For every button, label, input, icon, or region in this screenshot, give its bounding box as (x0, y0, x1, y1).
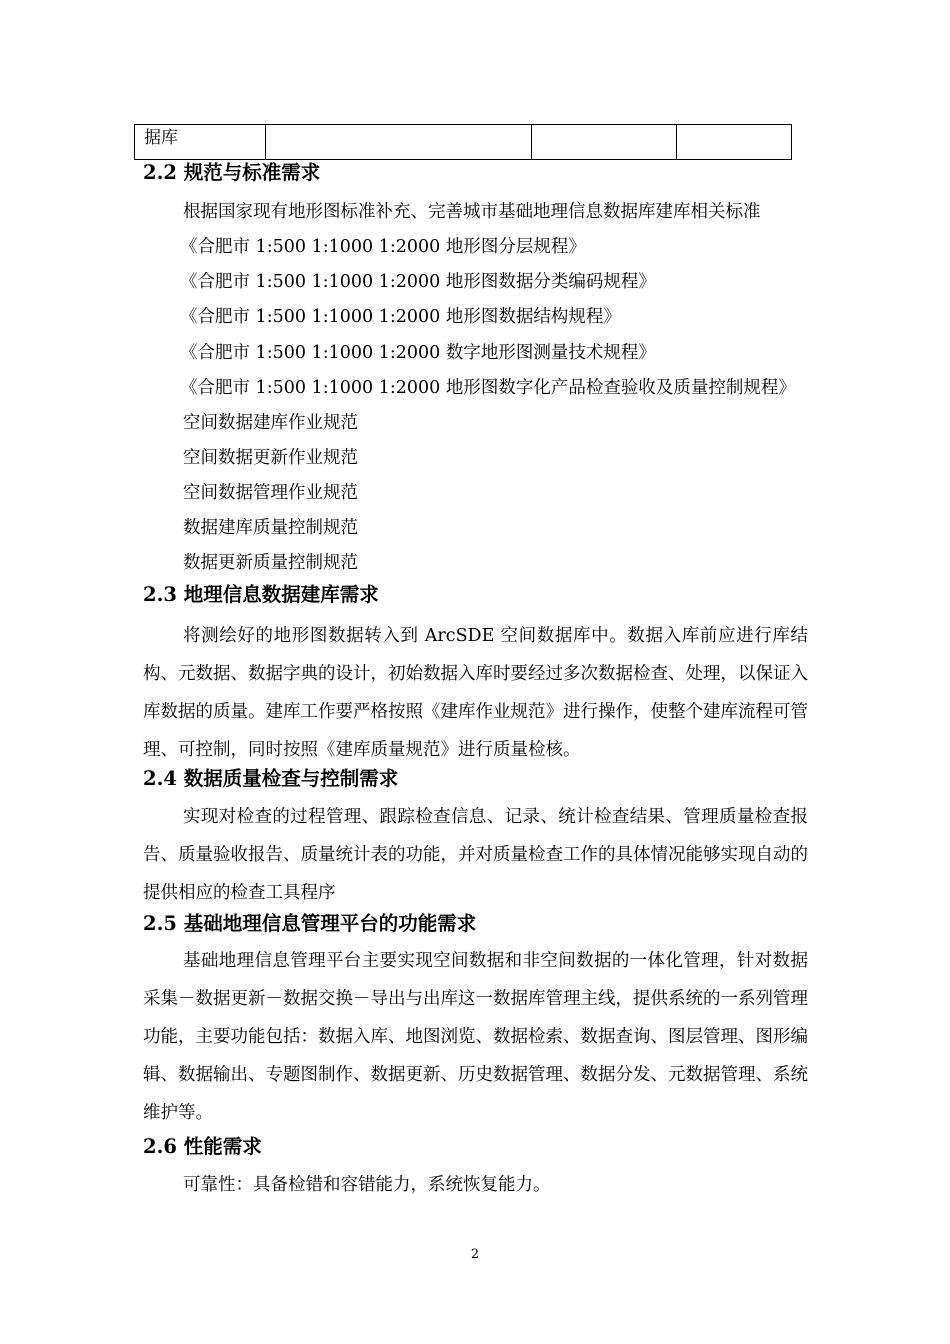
section-heading-2-4: 2.4 数据质量检查与控制需求 (143, 767, 399, 790)
standard-item: 《合肥市 1:500 1:1000 1:2000 地形图数据结构规程》 (180, 307, 621, 327)
table-cell (677, 125, 792, 160)
section-paragraph: 实现对检查的过程管理、跟踪检查信息、记录、统计检查结果、管理质量检查报告、质量验收报告、质量统计表的功能，并对质量检查工作的具体情况能够实现自动的提供相应的检查工具程序 (143, 807, 808, 903)
section-paragraph: 基础地理信息管理平台主要实现空间数据和非空间数据的一体化管理，针对数据采集－数据更新－数据交换－导出与出库这一数据库管理主线，提供系统的一系列管理功能，主要功能包括：数据入库、地图浏览、数据检索、数据查询、图层管理、图形编辑、数据输出、专题图制作、数据更新、历史数据管理、数据分发、元数据管理、系统维护等。 (143, 951, 808, 1123)
table-cell (266, 125, 532, 160)
section-heading-2-3: 2.3 地理信息数据建库需求 (143, 583, 379, 606)
standards-intro: 根据国家现有地形图标准补充、完善城市基础地理信息数据库建库相关标准 (183, 202, 761, 222)
section-heading-2-6: 2.6 性能需求 (143, 1135, 262, 1158)
section-heading-2-5: 2.5 基础地理信息管理平台的功能需求 (143, 912, 477, 935)
standard-item: 数据建库质量控制规范 (183, 518, 358, 538)
section-paragraph: 将测绘好的地形图数据转入到 ArcSDE 空间数据库中。数据入库前应进行库结构、元数据、数据字典的设计，初始数据入库时要经过多次数据检查、处理，以保证入库数据的质量。建库工作要严格按照《建库作业规范》进行操作，使整个建库流程可管理、可控制，同时按照《建库质量规范》进行质量检核。 (143, 626, 808, 760)
page-number: 2 (470, 1247, 480, 1262)
table-row (135, 125, 792, 160)
standard-item: 数据更新质量控制规范 (183, 553, 358, 573)
standard-item: 《合肥市 1:500 1:1000 1:2000 地形图数字化产品检查验收及质量控制规程》 (180, 378, 796, 398)
standard-item: 空间数据更新作业规范 (183, 448, 358, 468)
table-fragment (134, 124, 792, 160)
standard-item: 《合肥市 1:500 1:1000 1:2000 地形图分层规程》 (180, 237, 586, 257)
section-paragraph: 可靠性：具备检错和容错能力，系统恢复能力。 (183, 1175, 551, 1195)
standard-item: 空间数据管理作业规范 (183, 483, 358, 503)
standard-item: 《合肥市 1:500 1:1000 1:2000 数字地形图测量技术规程》 (180, 343, 656, 363)
standard-item: 空间数据建库作业规范 (183, 413, 358, 433)
table-cell: 据库 (135, 125, 266, 160)
standard-item: 《合肥市 1:500 1:1000 1:2000 地形图数据分类编码规程》 (180, 272, 656, 292)
section-heading-2-2: 2.2 规范与标准需求 (143, 161, 321, 184)
table-cell (532, 125, 677, 160)
